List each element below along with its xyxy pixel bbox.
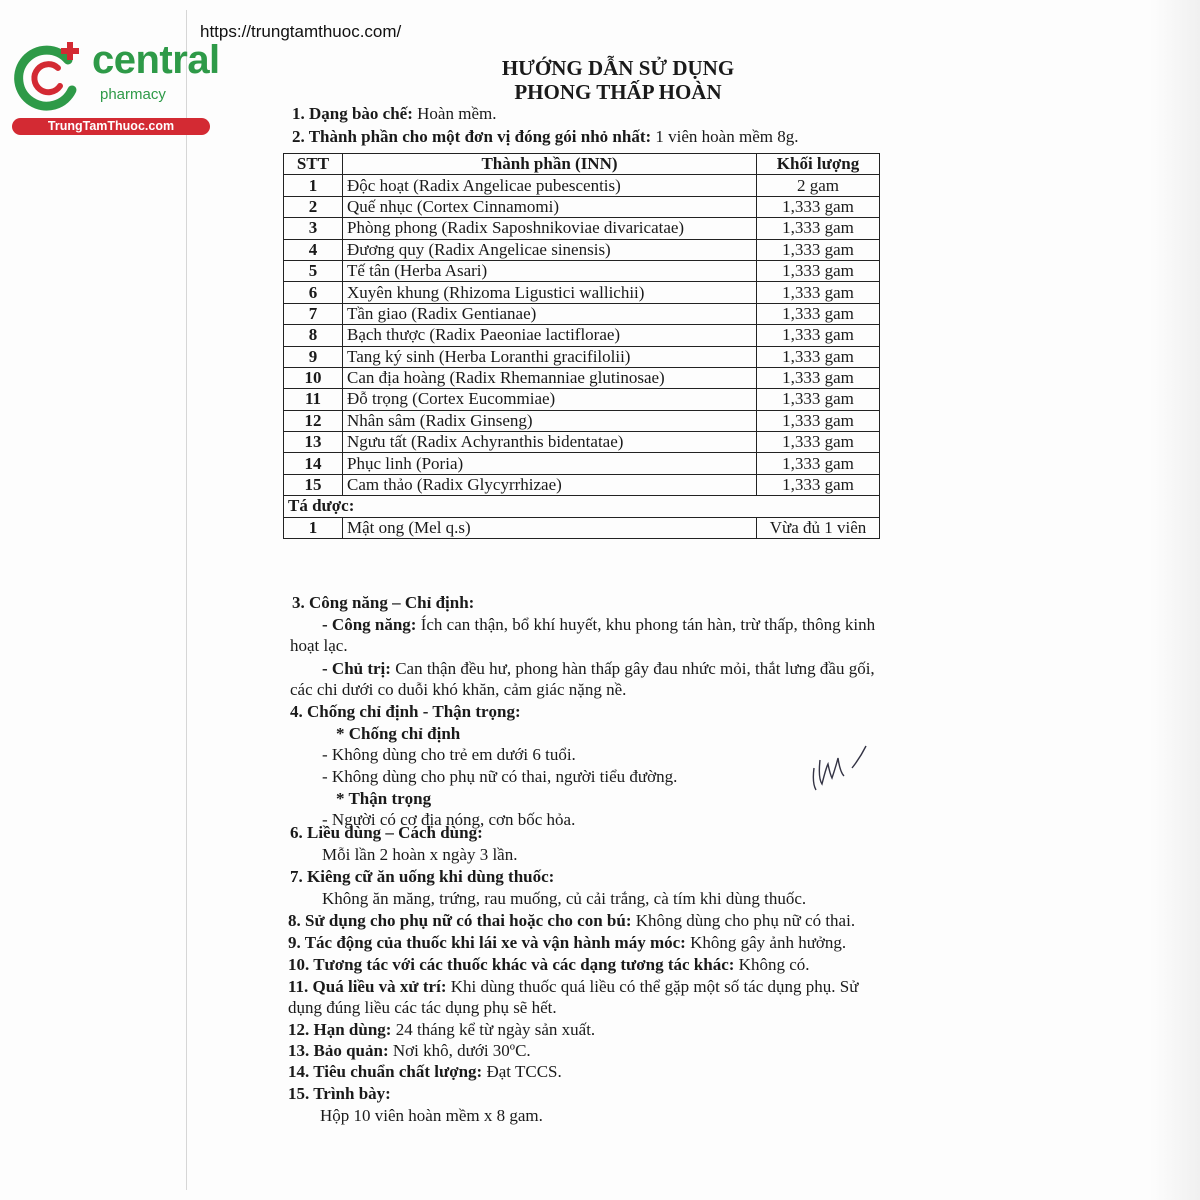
row-stt: 7: [284, 303, 343, 324]
scan-edge: [186, 10, 187, 1190]
table-row: [284, 367, 880, 388]
table-row: [284, 389, 880, 410]
s9: [288, 933, 846, 953]
section-2-label: 2. Thành phần cho một đơn vị đóng gói nhỏ nhất:: [292, 127, 652, 146]
section-1-label: 1. Dạng bào chế:: [292, 104, 413, 123]
s4-item-3: - Người có cơ địa nóng, cơn bốc hỏa.: [322, 810, 576, 829]
header-ingredient: Thành phần (INN): [343, 154, 757, 175]
s3-function-text: Ích can thận, bổ khí huyết, khu phong tán hàn, trừ thấp, thông kinh: [416, 615, 876, 634]
s7-text: Không ăn măng, trứng, rau muống, củ cải trắng, cà tím khi dùng thuốc.: [322, 889, 807, 908]
s14-label: 14. Tiêu chuẩn chất lượng:: [288, 1062, 483, 1081]
row-quantity: 1,333 gam: [757, 303, 880, 324]
row-ingredient: Phục linh (Poria): [343, 453, 757, 474]
logo-banner: TrungTamThuoc.com: [12, 118, 210, 135]
logo-subtitle: pharmacy: [100, 86, 166, 103]
logo-wordmark: central: [92, 38, 220, 82]
s3-function: [322, 615, 875, 635]
s6-text: Mỗi lần 2 hoàn x ngày 3 lần.: [322, 845, 518, 864]
s11-text: Khi dùng thuốc quá liều có thể gặp một số tác dụng phụ. Sử: [446, 977, 859, 996]
s8: [288, 911, 855, 931]
header-quantity: Khối lượng: [757, 154, 880, 175]
row-ingredient: Can địa hoàng (Radix Rhemanniae glutinosae): [343, 367, 757, 388]
header-stt: STT: [284, 154, 343, 175]
s12: [288, 1020, 595, 1040]
s8-label: 8. Sử dụng cho phụ nữ có thai hoặc cho con bú:: [288, 911, 632, 930]
section-2-value: 1 viên hoàn mềm 8g.: [651, 127, 799, 146]
row-quantity: 1,333 gam: [757, 239, 880, 260]
section-2: [292, 127, 798, 147]
row-quantity: 1,333 gam: [757, 218, 880, 239]
s6-heading: 6. Liều dùng – Cách dùng:: [290, 823, 483, 842]
row-quantity: 1,333 gam: [757, 346, 880, 367]
row-stt: 8: [284, 325, 343, 346]
row-ingredient: Đỗ trọng (Cortex Eucommiae): [343, 389, 757, 410]
s13: [288, 1041, 531, 1061]
doc-title-line1: HƯỚNG DẪN SỬ DỤNG: [501, 56, 735, 80]
row-stt: 14: [284, 453, 343, 474]
s10-text: Không có.: [734, 955, 810, 974]
row-ingredient: Nhân sâm (Radix Ginseng): [343, 410, 757, 431]
scan-shadow: [1150, 0, 1200, 1200]
table-row: [284, 346, 880, 367]
row-ingredient: Độc hoạt (Radix Angelicae pubescentis): [343, 175, 757, 196]
s15-heading: 15. Trình bày:: [288, 1084, 391, 1103]
row-ingredient: Tế tân (Herba Asari): [343, 260, 757, 281]
row-ingredient: Đương quy (Radix Angelicae sinensis): [343, 239, 757, 260]
row-quantity: 1,333 gam: [757, 474, 880, 495]
row-stt: 13: [284, 432, 343, 453]
s11-cont: dụng đúng liều các tác dụng phụ sẽ hết.: [288, 998, 557, 1017]
s13-label: 13. Bảo quản:: [288, 1041, 389, 1060]
doc-title-line2: PHONG THẤP HOÀN: [514, 80, 722, 104]
row-quantity: 1,333 gam: [757, 260, 880, 281]
row-quantity: 1,333 gam: [757, 389, 880, 410]
row-stt: 1: [284, 175, 343, 196]
s11-label: 11. Quá liều và xử trí:: [288, 977, 447, 996]
s3-indication-cont: các chi dưới co duỗi khó khăn, cảm giác nặng nề.: [290, 680, 627, 699]
ingredients-table: [283, 153, 880, 539]
signature-mark: [800, 728, 880, 798]
row-ingredient: Tang ký sinh (Herba Loranthi gracifilolii): [343, 346, 757, 367]
s12-label: 12. Hạn dùng:: [288, 1020, 392, 1039]
table-row: [284, 410, 880, 431]
s8-text: Không dùng cho phụ nữ có thai.: [631, 911, 856, 930]
row-stt: 11: [284, 389, 343, 410]
table-row: [284, 453, 880, 474]
row-stt: 9: [284, 346, 343, 367]
row-stt: 6: [284, 282, 343, 303]
table-header-row: [284, 154, 880, 175]
s10: [288, 955, 810, 975]
s4-item-2: - Không dùng cho phụ nữ có thai, người tiểu đường.: [322, 767, 678, 786]
s3-function-cont: hoạt lạc.: [290, 636, 348, 655]
row-quantity: 1,333 gam: [757, 325, 880, 346]
s4-heading: 4. Chống chỉ định - Thận trọng:: [290, 702, 521, 721]
section-1-value: Hoàn mềm.: [412, 104, 497, 123]
table-row: [284, 325, 880, 346]
s9-label: 9. Tác động của thuốc khi lái xe và vận hành máy móc:: [288, 933, 686, 952]
table-row: [284, 260, 880, 281]
row-ingredient: Quế nhục (Cortex Cinnamomi): [343, 196, 757, 217]
row-quantity: 1,333 gam: [757, 453, 880, 474]
excipient-stt: 1: [284, 517, 343, 538]
s10-label: 10. Tương tác với các thuốc khác và các dạng tương tác khác:: [288, 955, 735, 974]
excipient-label-row: [284, 496, 880, 517]
row-stt: 12: [284, 410, 343, 431]
s14-text: Đạt TCCS.: [482, 1062, 562, 1081]
source-url: https://trungtamthuoc.com/: [200, 22, 402, 41]
table-row: [284, 282, 880, 303]
row-quantity: 2 gam: [757, 175, 880, 196]
section-1: [292, 104, 496, 124]
table-row: [284, 239, 880, 260]
table-row: [284, 218, 880, 239]
table-row: [284, 474, 880, 495]
row-stt: 3: [284, 218, 343, 239]
row-ingredient: Tần giao (Radix Gentianae): [343, 303, 757, 324]
excipient-label: Tá dược:: [284, 496, 880, 517]
row-quantity: 1,333 gam: [757, 196, 880, 217]
row-ingredient: Phòng phong (Radix Saposhnikoviae divaricatae): [343, 218, 757, 239]
row-quantity: 1,333 gam: [757, 282, 880, 303]
row-ingredient: Cam thảo (Radix Glycyrrhizae): [343, 474, 757, 495]
row-stt: 15: [284, 474, 343, 495]
table-row: [284, 303, 880, 324]
row-stt: 5: [284, 260, 343, 281]
table-row: [284, 432, 880, 453]
table-row: [284, 175, 880, 196]
row-stt: 4: [284, 239, 343, 260]
excipient-name: Mật ong (Mel q.s): [343, 517, 757, 538]
row-quantity: 1,333 gam: [757, 432, 880, 453]
s3-heading: 3. Công năng – Chỉ định:: [292, 593, 475, 612]
table-row: [284, 196, 880, 217]
s4-item-1: - Không dùng cho trẻ em dưới 6 tuổi.: [322, 745, 576, 764]
row-stt: 10: [284, 367, 343, 388]
s3-indication: [322, 659, 875, 679]
s11: [288, 977, 858, 997]
excipient-row: [284, 517, 880, 538]
s12-text: 24 tháng kể từ ngày sản xuất.: [391, 1020, 596, 1039]
s14: [288, 1062, 562, 1082]
row-quantity: 1,333 gam: [757, 410, 880, 431]
row-ingredient: Xuyên khung (Rhizoma Ligustici wallichii): [343, 282, 757, 303]
row-quantity: 1,333 gam: [757, 367, 880, 388]
row-ingredient: Ngưu tất (Radix Achyranthis bidentatae): [343, 432, 757, 453]
s3-indication-label: - Chủ trị:: [322, 659, 391, 678]
s15-text: Hộp 10 viên hoàn mềm x 8 gam.: [320, 1106, 543, 1125]
row-ingredient: Bạch thược (Radix Paeoniae lactiflorae): [343, 325, 757, 346]
s4-caution: * Thận trọng: [336, 789, 432, 808]
s9-text: Không gây ảnh hưởng.: [685, 933, 847, 952]
s3-indication-text: Can thận đều hư, phong hàn thấp gây đau nhức mỏi, thắt lưng đầu gối,: [390, 659, 875, 678]
excipient-quantity: Vừa đủ 1 viên: [757, 517, 880, 538]
s7-heading: 7. Kiêng cữ ăn uống khi dùng thuốc:: [290, 867, 555, 886]
s3-function-label: - Công năng:: [322, 615, 417, 634]
s4-contraindication: * Chống chỉ định: [336, 724, 461, 743]
row-stt: 2: [284, 196, 343, 217]
s13-text: Nơi khô, dưới 30ºC.: [388, 1041, 531, 1060]
